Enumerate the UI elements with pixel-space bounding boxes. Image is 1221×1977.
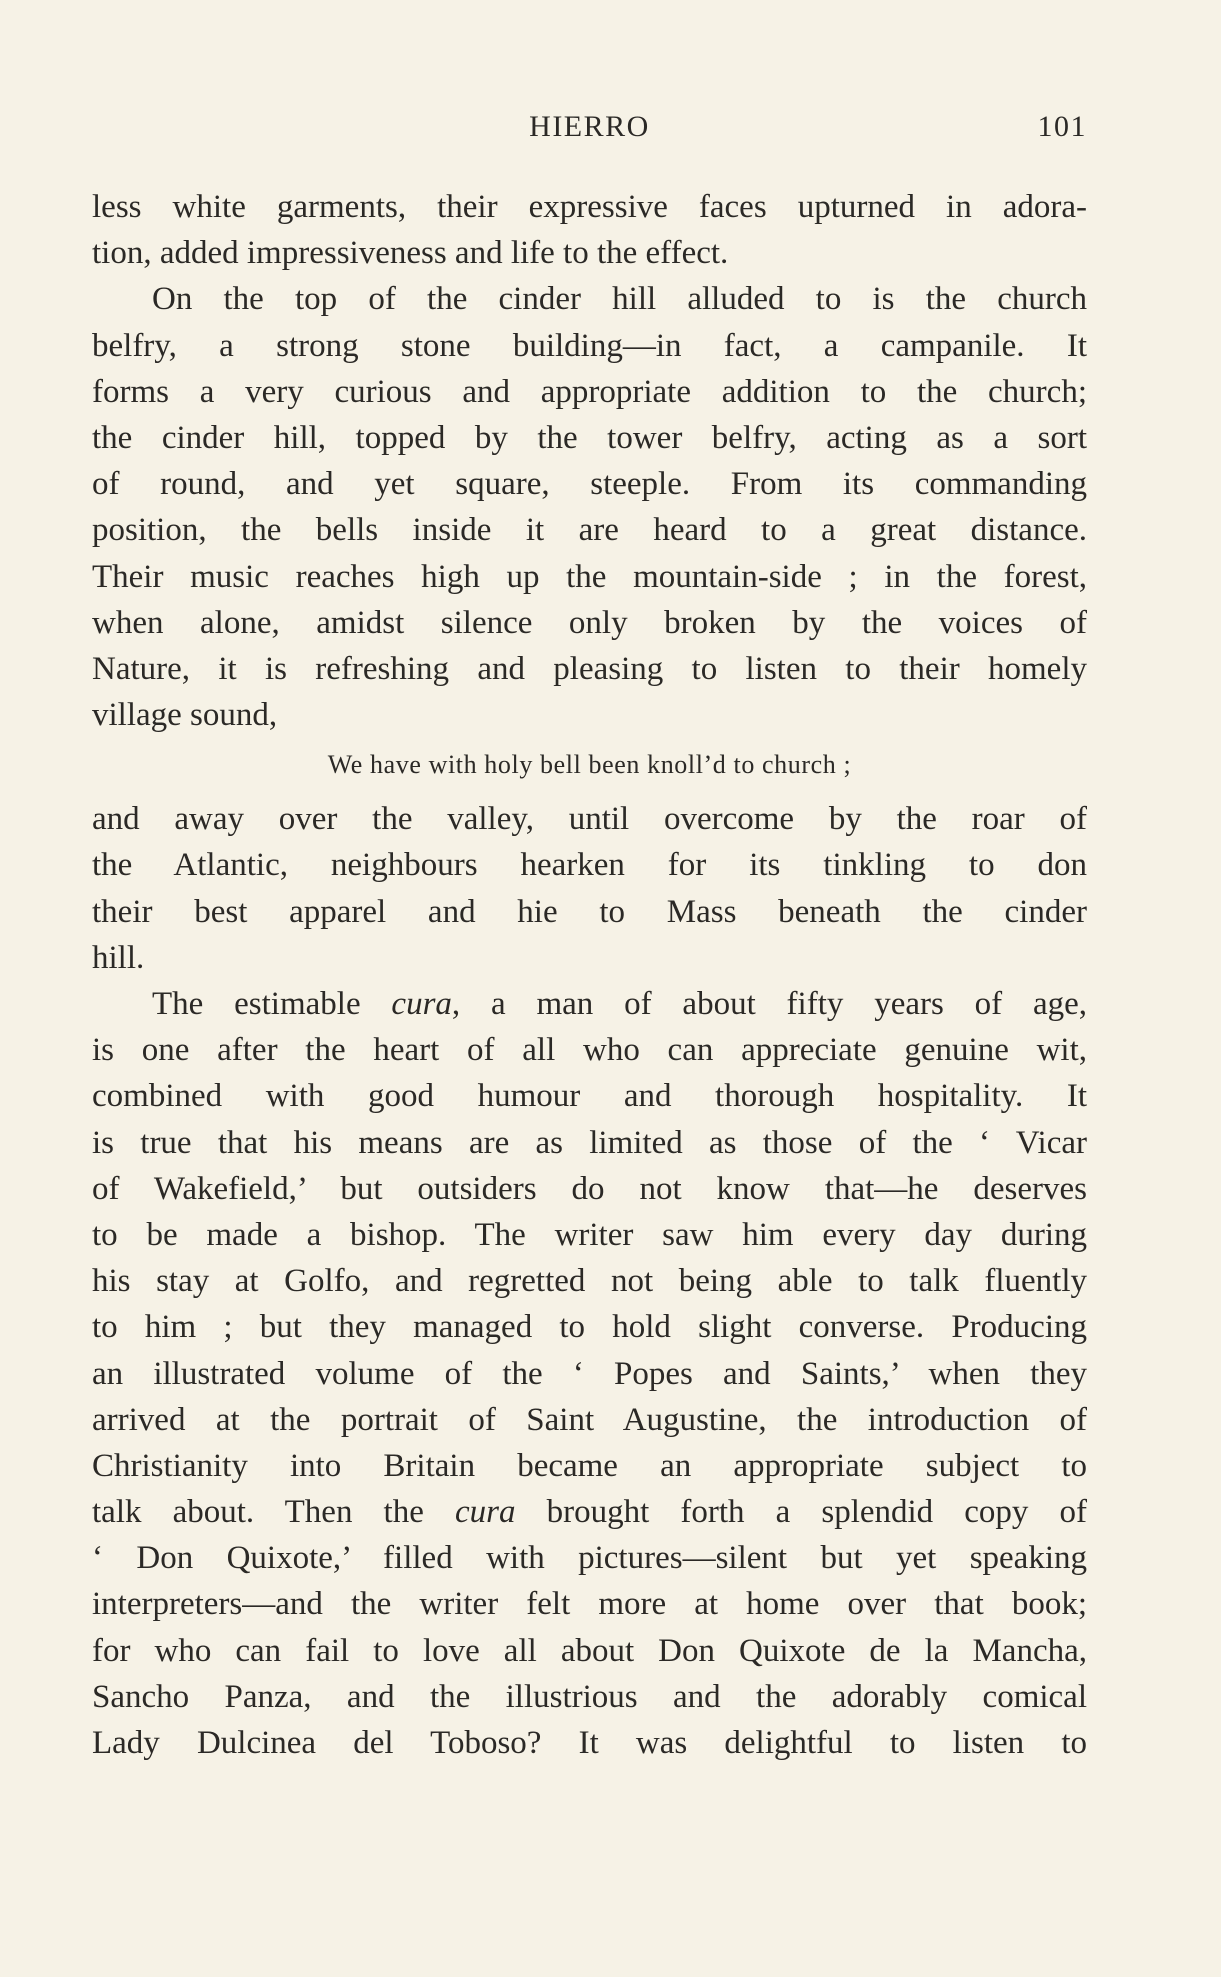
text-line: less white garments, their expressive faces upturned in adora- — [92, 189, 1087, 225]
text-line: Christianity into Britain became an appropriate subject to — [92, 1447, 1087, 1484]
page-header — [92, 110, 1087, 150]
italic-word: cura — [391, 986, 452, 1022]
text-line: belfry, a strong stone building—in fact, a campanile. It — [92, 327, 1087, 364]
text-line: an illustrated volume of the ‘ Popes and Saints,’ when they — [92, 1355, 1087, 1392]
text-line: tion, added impressiveness and life to the effect. — [92, 235, 729, 272]
text-line: to him ; but they managed to hold slight converse. Producing — [92, 1309, 1087, 1346]
text-line: the Atlantic, neighbours hearken for its tinkling to don — [92, 847, 1087, 884]
text-line: hill. — [92, 939, 145, 976]
text-line: Lady Dulcinea del Toboso? It was delightful to listen to — [92, 1725, 1087, 1761]
text-line: of round, and yet square, steeple. From its commanding — [92, 466, 1087, 503]
text-segment: , a man of about fifty years of age, — [451, 986, 1088, 1022]
text-line: their best apparel and hie to Mass beneath the cinder — [92, 893, 1087, 930]
text-line: On the top of the cinder hill alluded to is the church — [152, 281, 1087, 318]
text-line: Sancho Panza, and the illustrious and the adorably comical — [92, 1678, 1087, 1715]
text-line: and away over the valley, until overcome by the roar of — [92, 801, 1087, 838]
text-segment: talk about. Then the — [92, 1494, 424, 1531]
italic-word: cura — [454, 1494, 516, 1531]
text-segment: The estimable — [152, 986, 361, 1022]
text-line: is one after the heart of all who can appreciate genuine wit, — [92, 1032, 1087, 1069]
text-line: Their music reaches high up the mountain-side ; in the forest, — [92, 558, 1087, 595]
text-line: the cinder hill, topped by the tower belfry, acting as a sort — [92, 419, 1087, 456]
text-line: ‘ Don Quixote,’ filled with pictures—silent but yet speaking — [92, 1540, 1087, 1577]
text-line: position, the bells inside it are heard to a great distance. — [92, 512, 1087, 549]
text-line: interpreters—and the writer felt more at home over that book; — [92, 1586, 1087, 1623]
text-line: Nature, it is refreshing and pleasing to listen to their homely — [92, 650, 1087, 687]
text-line: his stay at Golfo, and regretted not being able to talk fluently — [92, 1263, 1087, 1300]
body-text — [92, 184, 1087, 1766]
text-line: to be made a bishop. The writer saw him every day during — [92, 1216, 1087, 1253]
text-line: arrived at the portrait of Saint Augustine, the introduction of — [92, 1401, 1087, 1438]
text-line — [92, 981, 1087, 1027]
text-line: of Wakefield,’ but outsiders do not know that—he deserves — [92, 1170, 1087, 1207]
text-line: combined with good humour and thorough hospitality. It — [92, 1078, 1087, 1115]
text-line: forms a very curious and appropriate addition to the church; — [92, 373, 1087, 410]
running-head: HIERRO — [529, 110, 650, 143]
page-number: 101 — [1037, 110, 1087, 143]
text-line: is true that his means are as limited as those of the ‘ Vicar — [92, 1124, 1087, 1161]
text-line: village sound, — [92, 697, 278, 734]
text-line: when alone, amidst silence only broken by the voices of — [92, 604, 1087, 641]
verse-quotation: We have with holy bell been knoll’d to church ; — [327, 750, 852, 780]
text-line: for who can fail to love all about Don Quixote de la Mancha, — [92, 1632, 1087, 1669]
text-line — [92, 1489, 1087, 1535]
text-segment: brought forth a splendid copy of — [546, 1494, 1088, 1531]
